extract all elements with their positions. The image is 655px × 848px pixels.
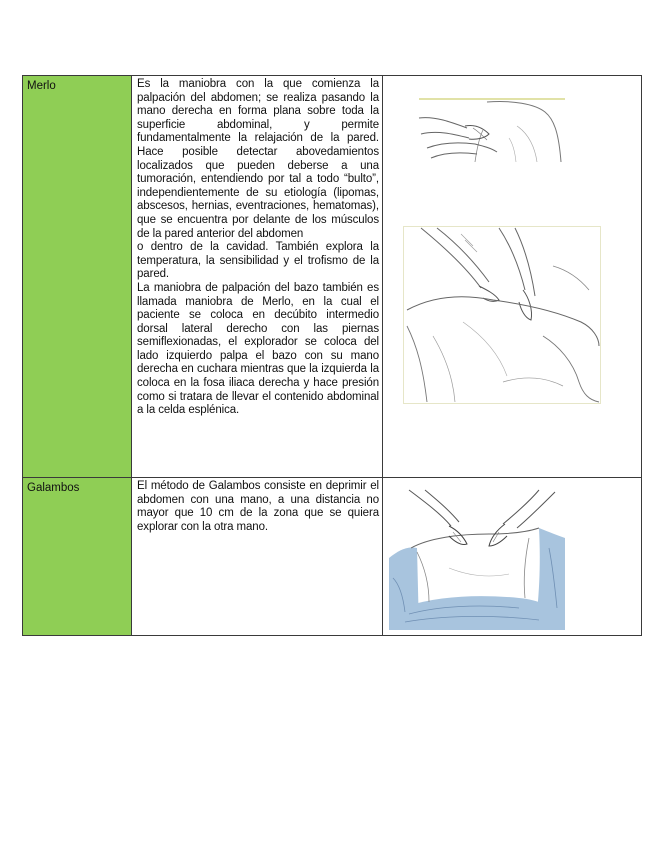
maneuvers-table [22, 75, 642, 636]
description-paragraph: o dentro de la cavidad. También explora la temperatura, la sensibilidad y el trofismo de la pared. [137, 241, 379, 281]
maneuver-name-cell [23, 76, 132, 478]
maneuver-name: Galambos [27, 482, 80, 494]
illustration-cell [383, 478, 642, 636]
merlo-palpation-illustration [417, 98, 567, 163]
galambos-palpation-illustration [389, 488, 567, 630]
maneuver-name: Merlo [27, 80, 56, 92]
description-paragraph: Es la maniobra con la que comienza la palpación del abdomen; se realiza pasando la mano derecha en forma plana sobre toda la superficie abdominal, y permite fundamentalmente la relajación de la pared. Hace posible detectar abovedamientos localizados que pueden deberse a una tumoración, entendiendo por tal a todo “bulto”, independientemente de su etiología (lipomas, abscesos, hernias, eventraciones, hematomas), que se encuentra por delante de los músculos de la pared anterior del abdomen [137, 78, 379, 240]
maneuver-name-cell [23, 478, 132, 636]
illustration-cell [383, 76, 642, 478]
maneuver-description-cell [132, 76, 383, 478]
table-row [23, 478, 642, 636]
maneuver-description-cell [132, 478, 383, 636]
description-paragraph: La maniobra de palpación del bazo también es llamada maniobra de Merlo, en la cual el paciente se coloca en decúbito intermedio dorsal lateral derecho con las piernas semiflexionadas, el explorador se coloca del lado izquierdo palpa el bazo con su mano derecha en cuchara mientras que la izquierda la coloca en la fosa iliaca derecha y hace presión como si tratara de llevar el contenido abdominal a la celda esplénica. [137, 281, 379, 417]
description-paragraph: El método de Galambos consiste en deprimir el abdomen con una mano, a una distancia no mayor que 10 cm de la zona que se quiera explorar con la otra mano. [137, 480, 379, 533]
spleen-palpation-illustration [403, 226, 601, 404]
table-row [23, 76, 642, 478]
